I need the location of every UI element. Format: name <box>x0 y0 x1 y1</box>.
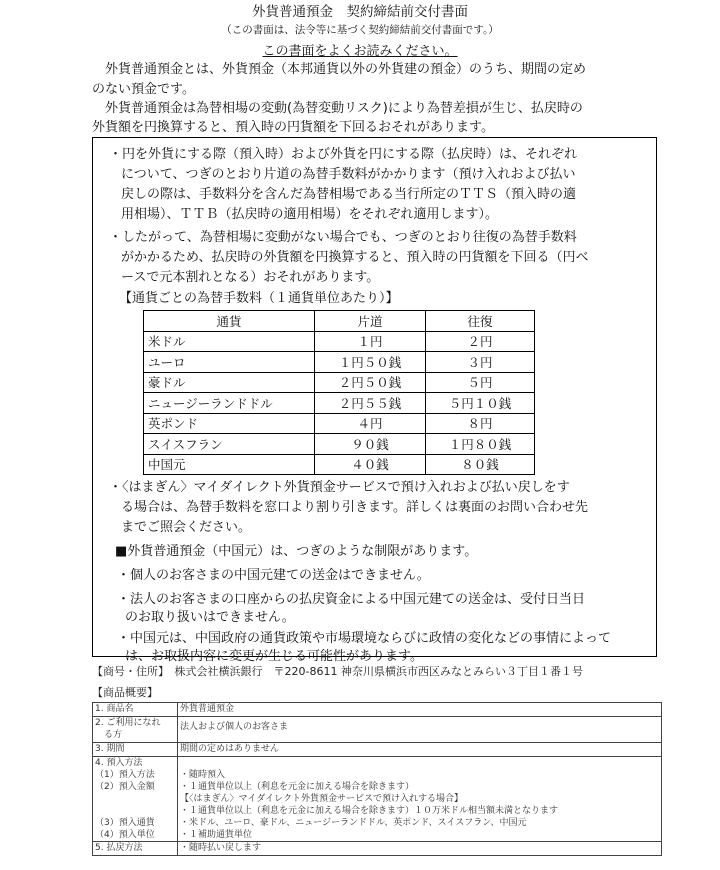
document-title: 外貨普通預金 契約締結前交付書面 <box>252 4 468 20</box>
roundtrip-cell: ５円 <box>426 372 535 393</box>
roundtrip-cell: ５円１０銭 <box>426 393 535 414</box>
product-label: 1. 商品名 <box>93 703 178 717</box>
table-row <box>93 703 662 717</box>
roundtrip-cell: ２円 <box>426 331 535 352</box>
header-oneway: 片道 <box>315 311 426 332</box>
table-row <box>144 352 535 373</box>
roundtrip-cell: ３円 <box>426 352 535 373</box>
cny-text: のお取り扱いはできません。 <box>125 610 295 625</box>
currency-cell: ユーロ <box>144 352 315 373</box>
product-value: 法人および個人のお客さま <box>178 717 662 743</box>
currency-cell: 英ポンド <box>144 413 315 434</box>
bullet-text: までご照会ください。 <box>121 520 252 535</box>
bullet-text: について、つぎのとおり片道の為替手数料がかかります（預け入れおよび払い <box>121 167 576 182</box>
product-value: 期間の定めはありません <box>178 743 662 757</box>
currency-cell: 豪ドル <box>144 372 315 393</box>
roundtrip-cell: ８０銭 <box>426 454 535 475</box>
oneway-cell: ２円５０銭 <box>315 372 426 393</box>
table-row <box>93 717 662 743</box>
table-row <box>93 842 662 856</box>
bullet-text: 用相場）、ＴＴＢ（払戻時の適用相場）をそれぞれ適用します）。 <box>121 207 499 222</box>
product-value: ・随時預入 ・１通貨単位以上（利息を元金に加える場合を除きます） 【〈はまぎん〉マイダイレクト外貨預金サービスで預け入れする場合】 ・１通貨単位以上（利息を元金に加える場合を除きます）１０万米ドル相当額未満となります ・米ドル、ユーロ、豪ドル、ニュージーランドドル、英ポンド、スイスフラン、中国元 ・１補助通貨単位 <box>178 757 662 842</box>
oneway-cell: １円 <box>315 331 426 352</box>
table-row <box>144 413 535 434</box>
document-subnote: （この書面は、法令等に基づく契約締結前交付書面です。） <box>221 24 499 36</box>
cny-text: ・個人のお客さまの中国元建ての送金はできません。 <box>117 568 430 583</box>
currency-cell: ニュージーランドドル <box>144 393 315 414</box>
product-label: 4. 預入方法 （1）預入方法 （2）預入金額 （3）預入通貨 （4）預入単位 <box>93 757 178 842</box>
oneway-cell: ９０銭 <box>315 434 426 455</box>
table-row <box>144 372 535 393</box>
bullet-text: ・したがって、為替相場に変動がない場合でも、つぎのとおり往復の為替手数料 <box>109 230 577 245</box>
intro-line: のない預金です。 <box>92 82 195 97</box>
product-heading: 【商品概要】 <box>92 686 158 699</box>
cny-text: は、お取扱内容に変更が生じる可能性があります。 <box>125 649 423 664</box>
read-notice: この書面をよくお読みください。 <box>262 44 458 59</box>
bullet-text: ・円を外貨にする際（預入時）および外貨を円にする際（払戻時）は、それぞれ <box>109 147 578 162</box>
roundtrip-cell: ８円 <box>426 413 535 434</box>
bullet-text: ・〈はまぎん〉マイダイレクト外貨預金サービスで預け入れおよび払い戻しをす <box>109 480 570 495</box>
table-row <box>144 393 535 414</box>
product-table <box>92 702 662 856</box>
product-value: ・随時払い戻します <box>178 842 662 856</box>
currency-cell: 米ドル <box>144 331 315 352</box>
intro-line: 外貨普通預金は為替相場の変動(為替変動リスク)により為替差損が生じ、払戻時の <box>92 101 583 116</box>
product-label: 5. 払戻方法 <box>93 842 178 856</box>
oneway-cell: ２円５５銭 <box>315 393 426 414</box>
table-row <box>144 331 535 352</box>
oneway-cell: ４円 <box>315 413 426 434</box>
bullet-text: ースで元本割れとなる）おそれがあります。 <box>121 270 380 285</box>
oneway-cell: １円５０銭 <box>315 352 426 373</box>
table-row <box>93 757 662 842</box>
product-label: 2. ご利用になれ る方 <box>93 717 178 743</box>
oneway-cell: ４０銭 <box>315 454 426 475</box>
fee-table-header <box>144 311 535 332</box>
cny-text: ・法人のお客さまの口座からの払戻資金による中国元建ての送金は、受付日当日 <box>117 592 586 607</box>
fee-table <box>143 310 535 475</box>
table-row <box>144 454 535 475</box>
fee-table-title: 【通貨ごとの為替手数料（１通貨単位あたり）】 <box>119 291 399 306</box>
bullet-text: る場合は、為替手数料を窓口より割り引きます。詳しくは裏面のお問い合わせ先 <box>121 500 588 515</box>
intro-line: 外貨普通預金とは、外貨預金（本邦通貨以外の外貨建の預金）のうち、期間の定め <box>92 62 587 77</box>
product-label: 3. 期間 <box>93 743 178 757</box>
table-row <box>93 743 662 757</box>
header-roundtrip: 往復 <box>426 311 535 332</box>
bullet-text: 戻しの際は、手数料分を含んだ為替相場である当行所定のＴＴＳ（預入時の適 <box>121 187 577 202</box>
currency-cell: スイスフラン <box>144 434 315 455</box>
bullet-text: がかかるため、払戻時の外貨額を円換算すると、預入時の円貨額を下回る（円ベ <box>121 250 589 265</box>
header-currency: 通貨 <box>144 311 315 332</box>
product-value: 外貨普通預金 <box>178 703 662 717</box>
cny-heading: ■外貨普通預金（中国元）は、つぎのような制限があります。 <box>115 544 478 559</box>
roundtrip-cell: １円８０銭 <box>426 434 535 455</box>
intro-line: 外貨額を円換算すると、預入時の円貨額を下回るおそれがあります。 <box>92 120 494 135</box>
company-info: 【商号・住所】 株式会社横浜銀行 〒220-8611 神奈川県横浜市西区みなとみらい３丁目１番１号 <box>92 665 583 678</box>
currency-cell: 中国元 <box>144 454 315 475</box>
table-row <box>144 434 535 455</box>
cny-text: ・中国元は、中国政府の通貨政策や市場環境ならびに政情の変化などの事情によって <box>117 631 612 646</box>
